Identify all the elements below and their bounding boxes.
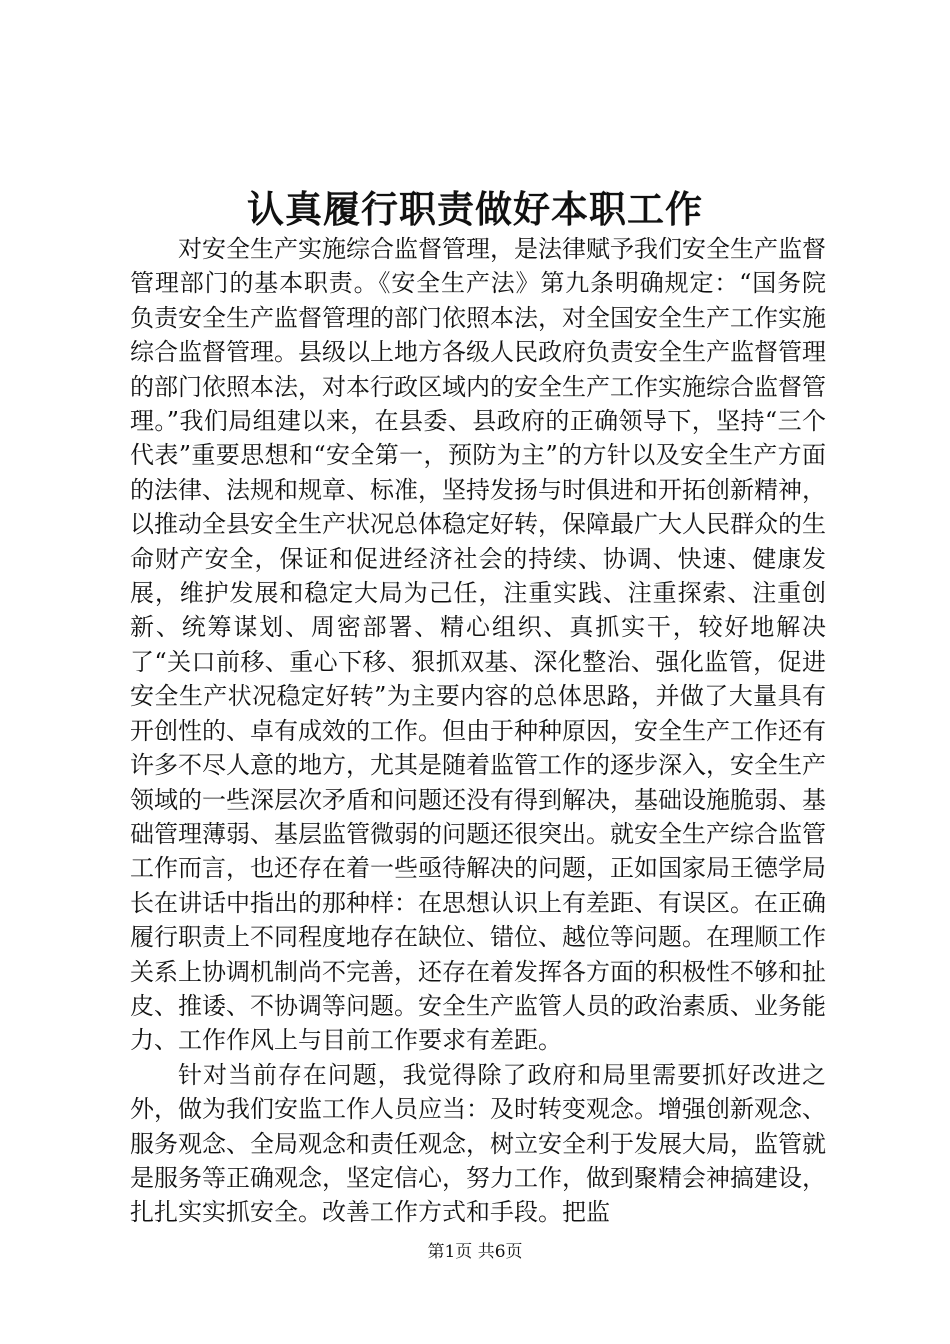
paragraph-1: 对安全生产实施综合监督管理，是法律赋予我们安全生产监督管理部门的基本职责。《安全生产法》第九条明确规定：“国务院负责安全生产监督管理的部门依照本法，对全国安全生产工作实施综合监督管理。县级以上地方各级人民政府负责安全生产监督管理的部门依照本法，对本行政区域内的安全生产工作实施综合监督管理。”我们局组建以来，在县委、县政府的正确领导下，坚持“三个代表”重要思想和“安全第一，预防为主”的方针以及安全生产方面的法律、法规和规章、标准，坚持发扬与时俱进和开拓创新精神，以推动全县安全生产状况总体稳定好转，保障最广大人民群众的生命财产安全，保证和促进经济社会的持续、协调、快速、健康发展，维护发展和稳定大局为己任，注重实践、注重探索、注重创新、统筹谋划、周密部署、精心组织、真抓实干，较好地解决了“关口前移、重心下移、狠抓双基、深化整治、强化监管，促进安全生产状况稳定好转”为主要内容的总体思路，并做了大量具有开创性的、卓有成效的工作。但由于种种原因，安全生产工作还有许多不尽人意的地方，尤其是随着监管工作的逐步深入，安全生产领域的一些深层次矛盾和问题还没有得到解决，基础设施脆弱、基础管理薄弱、基层监管微弱的问题还很突出。就安全生产综合监管工作而言，也还存在着一些亟待解决的问题，正如国家局王德学局长在讲话中指出的那种样：在思想认识上有差距、有误区。在正确履行职责上不同程度地存在缺位、错位、越位等问题。在理顺工作关系上协调机制尚不完善，还存在着发挥各方面的积极性不够和扯皮、推诿、不协调等问题。安全生产监管人员的政治素质、业务能力、工作作风上与目前工作要求有差距。 — [130, 235, 826, 1055]
document-body — [130, 232, 826, 1230]
document-title: 认真履行职责做好本职工作 — [247, 187, 703, 231]
paragraph-2: 针对当前存在问题，我觉得除了政府和局里需要抓好改进之外，做为我们安监工作人员应当：及时转变观念。增强创新观念、服务观念、全局观念和责任观念，树立安全利于发展大局，监管就是服务等正确观念，坚定信心，努力工作，做到聚精会神搞建设，扎扎实实抓安全。改善工作方式和手段。把监 — [130, 1060, 826, 1227]
page-number-footer: 第1页 共6页 — [427, 1242, 523, 1262]
